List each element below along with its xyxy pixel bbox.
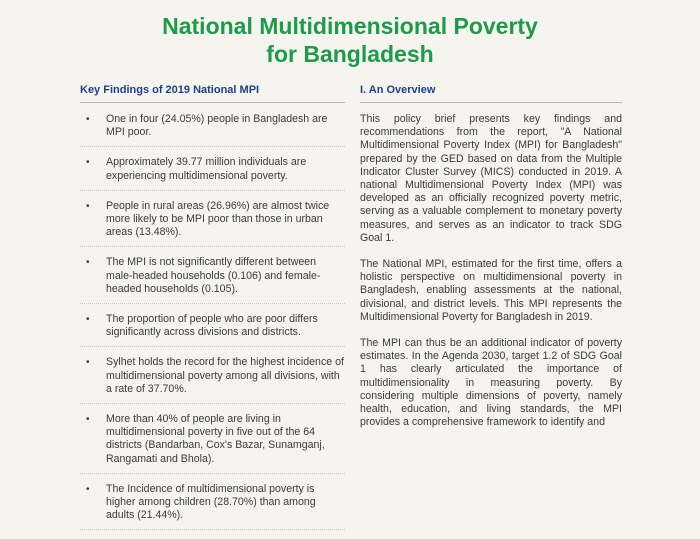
list-item-text: The proportion of people who are poor differs significantly across divisions and districts.	[106, 313, 318, 339]
title-line-2: for Bangladesh	[266, 41, 434, 67]
bullet-icon: •	[86, 357, 90, 369]
list-item-text: Sylhet holds the record for the highest incidence of multidimensional poverty among all divisions, with a rate of 37.70%.	[106, 356, 344, 395]
list-item-text: One in four (24.05%) people in Bangladesh are MPI poor.	[106, 113, 328, 139]
title-line-1: National Multidimensional Poverty	[162, 13, 538, 39]
document-title	[0, 12, 700, 68]
overview-paragraph: The National MPI, estimated for the first time, offers a holistic perspective on multidimensional poverty in Bangladesh, enabling assessments at the national, divisional, and district levels. This MPI represents the Multidimensional Poverty for Bangladesh in 2019.	[360, 258, 622, 323]
key-findings-heading: Key Findings of 2019 National MPI	[80, 84, 345, 103]
list-item	[80, 413, 345, 474]
list-item	[80, 200, 345, 248]
list-item	[80, 313, 345, 347]
key-findings-list	[80, 113, 345, 530]
key-findings-column	[80, 84, 345, 539]
bullet-icon: •	[86, 257, 90, 269]
list-item	[80, 356, 345, 404]
list-item-text: The MPI is not significantly different between male-headed households (0.106) and female-headed households (0.105).	[106, 256, 321, 295]
bullet-icon: •	[86, 314, 90, 326]
overview-column	[360, 84, 622, 442]
bullet-icon: •	[86, 414, 90, 426]
list-item-text: More than 40% of people are living in multidimensional poverty in five out of the 64 districts (Bandarban, Cox's Bazar, Sunamganj, Rangamati and Bhola).	[106, 413, 325, 465]
list-item	[80, 113, 345, 147]
bullet-icon: •	[86, 157, 90, 169]
bullet-icon: •	[86, 114, 90, 125]
list-item	[80, 483, 345, 531]
overview-paragraph: This policy brief presents key findings and recommendations from the report, "A National Multidimensional Poverty Index (MPI) for Bangladesh" prepared by the GED based on data from the Multiple Indicator Cluster Survey (MICS) conducted in 2019. A national Multidimensional Poverty Index (MPI) was developed as an officially recognized poverty metric, serving as a valuable complement to monetary poverty measures, and serves as an indicator to track SDG Goal 1.	[360, 113, 622, 244]
overview-heading: I. An Overview	[360, 84, 622, 103]
bullet-icon: •	[86, 200, 90, 212]
list-item-text: Approximately 39.77 million individuals are experiencing multidimensional poverty.	[106, 156, 307, 182]
list-item	[80, 256, 345, 304]
list-item-text: The Incidence of multidimensional poverty is higher among children (28.70%) than among adults (21.44%).	[106, 482, 316, 522]
list-item-text: People in rural areas (26.96%) are almost twice more likely to be MPI poor than those in urban areas (13.48%).	[106, 199, 330, 239]
overview-paragraph: The MPI can thus be an additional indicator of poverty estimates. In the Agenda 2030, target 1.2 of SDG Goal 1 has clearly articulated the importance of multidimensionality in measuring poverty. By considering multiple dimensions of poverty, namely health, education, and living standards, the MPI provides a comprehensive framework to identify and	[360, 337, 622, 429]
list-item	[80, 156, 345, 190]
bullet-icon: •	[86, 483, 90, 495]
